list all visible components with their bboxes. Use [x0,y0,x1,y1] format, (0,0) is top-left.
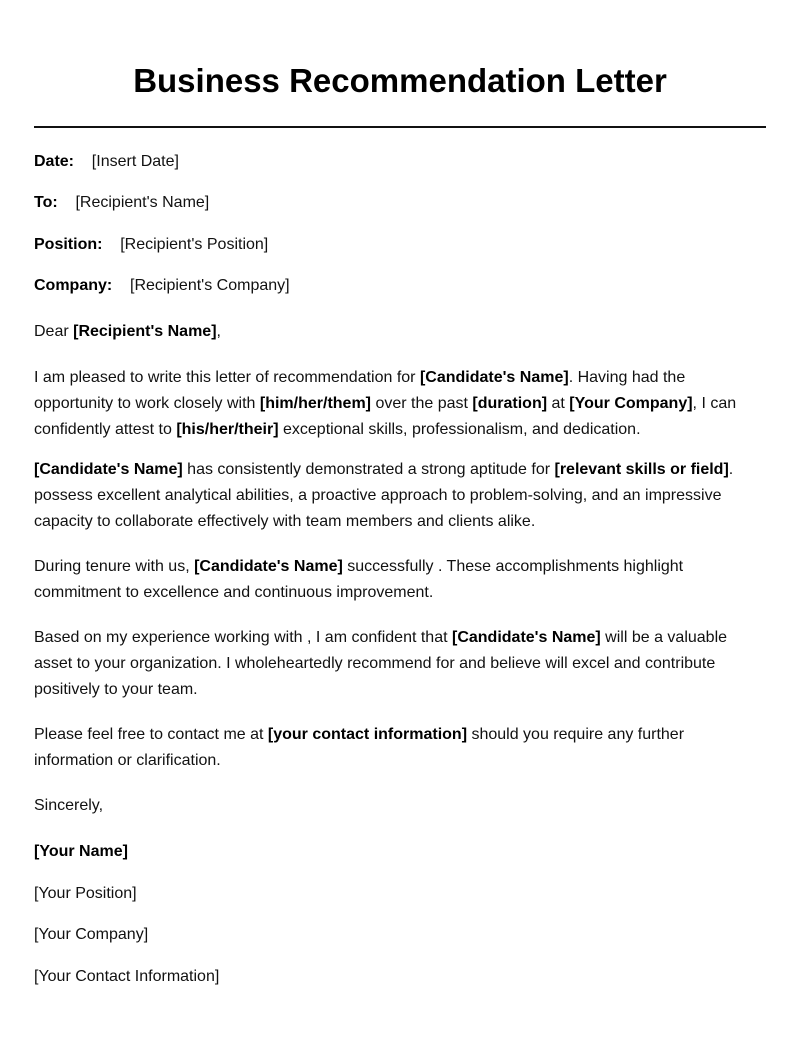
paragraph-intro [34,365,766,443]
paragraph-confidence [34,625,766,703]
date-value: [Insert Date] [91,153,179,170]
p3-text-a: During tenure with us, [34,558,195,575]
company-field [34,276,290,296]
paragraph-contact [34,722,766,774]
signature-contact: [Your Contact Information] [34,968,220,985]
p3-text-c: successfully . These accomplishments highlight commitment to excellence and continuous improvement. [34,558,684,601]
paragraph-skills [34,457,766,535]
position-field [34,235,268,255]
paragraph-tenure [34,554,766,606]
p3-candidate-name: [Candidate's Name] [194,558,343,575]
p1-candidate-name: [Candidate's Name] [419,369,569,386]
salutation [34,319,766,345]
position-value: [Recipient's Position] [120,236,269,253]
p4-text-a: Based on my experience working with , I am confident that [34,629,452,646]
p1-text-g: at [547,395,570,412]
p1-text-c: . Having had the opportunity to work closely with [34,369,686,412]
p2-text-d: . possess excellent analytical abilities, a proactive approach to problem-solving, and an impressive capacity to collaborate effectively with team members and clients alike. [34,461,734,530]
signature-name: [Your Name] [34,843,128,860]
p1-duration: [duration] [472,395,548,412]
p4-candidate-name: [Candidate's Name] [452,629,601,646]
signature-company: [Your Company] [34,926,149,943]
salutation-prefix: Dear [34,323,74,340]
to-label: To: [34,194,58,211]
signature-position: [Your Position] [34,885,137,902]
p2-text-b: has consistently demonstrated a strong aptitude for [182,461,555,478]
p2-candidate-name: [Candidate's Name] [34,461,183,478]
p1-text-i: , I can confidently attest to [34,395,737,438]
p5-contact-info: [your contact information] [267,726,468,743]
p1-pronoun: [him/her/them] [259,395,371,412]
page-title: Business Recommendation Letter [133,62,667,99]
p5-text-c: should you require any further information or clarification. [34,726,685,769]
p1-text-a: I am pleased to write this letter of recommendation for [34,369,420,386]
p1-company: [Your Company] [569,395,693,412]
salutation-name: [Recipient's Name] [73,323,217,340]
date-field [34,152,179,172]
p1-text-k: exceptional skills, professionalism, and dedication. [278,421,641,438]
to-value: [Recipient's Name] [75,194,210,211]
salutation-suffix: , [216,323,221,340]
company-label: Company: [34,277,113,294]
p2-skills: [relevant skills or field] [554,461,729,478]
date-label: Date: [34,153,75,170]
p5-text-a: Please feel free to contact me at [34,726,268,743]
position-label: Position: [34,236,103,253]
closing: Sincerely, [34,797,104,814]
to-field [34,193,209,213]
company-value: [Recipient's Company] [130,277,290,294]
title-divider [34,126,766,128]
p4-text-c: will be a valuable asset to your organization. I wholeheartedly recommend for and believe will excel and contribute positively to your team. [34,629,728,698]
p1-possessive: [his/her/their] [176,421,279,438]
p1-text-e: over the past [371,395,473,412]
